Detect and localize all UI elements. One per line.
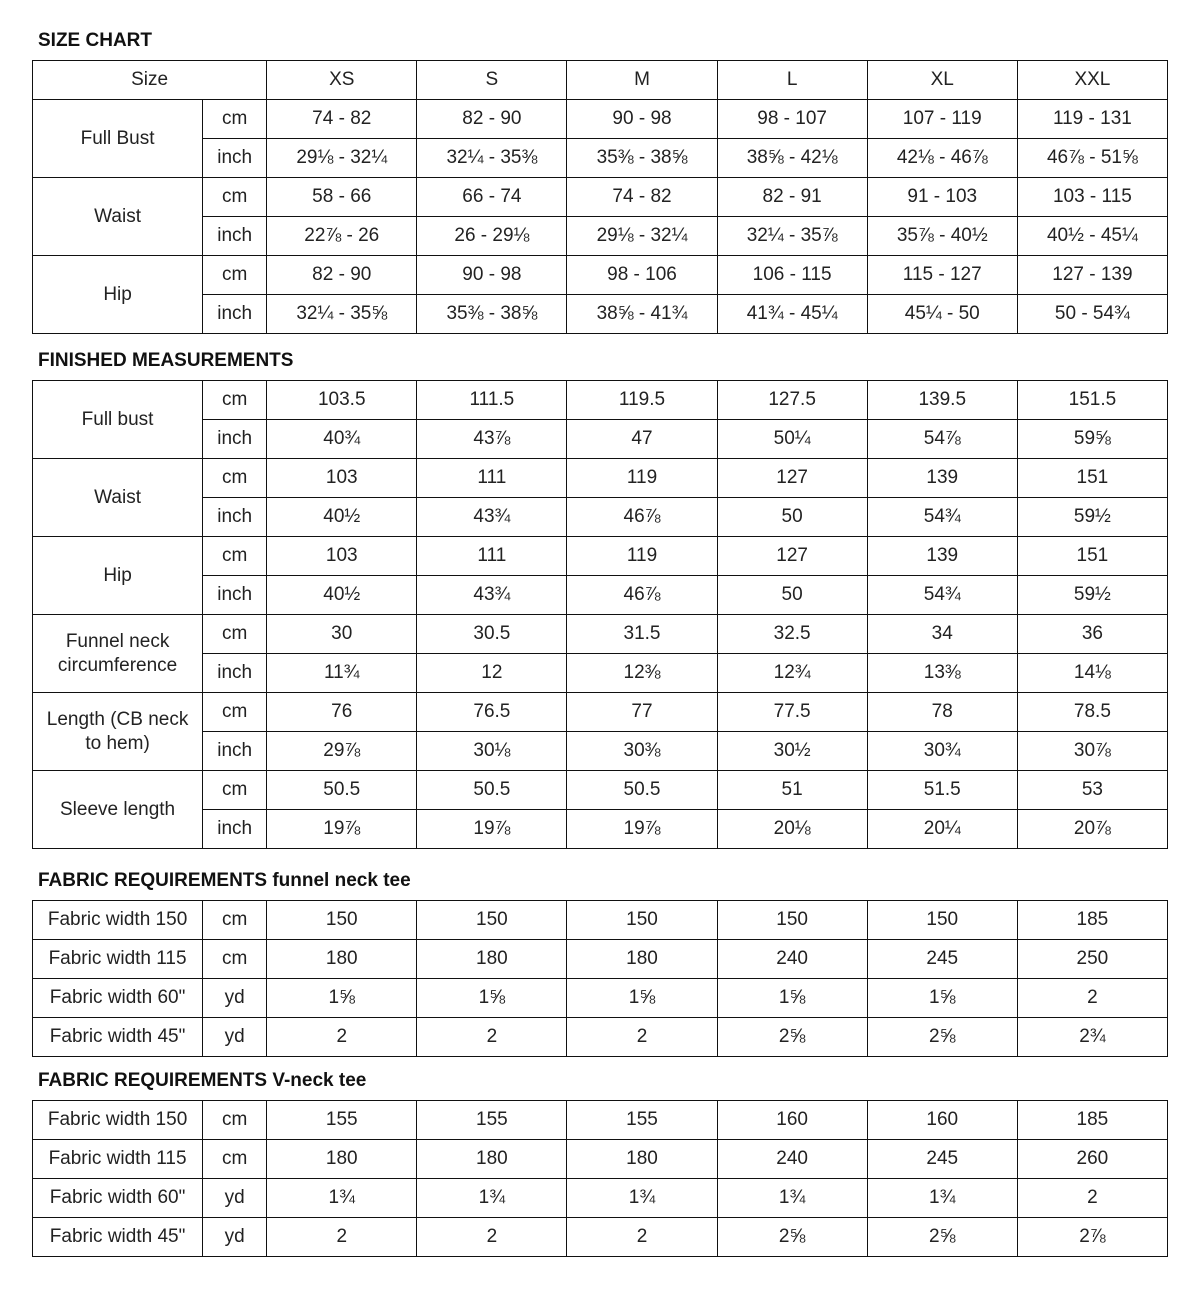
unit-label: cm	[203, 537, 267, 576]
unit-label: yd	[203, 1179, 267, 1218]
value-cell: 119	[567, 459, 717, 498]
unit-label: cm	[203, 1140, 267, 1179]
table-row	[33, 615, 1168, 654]
table-row	[33, 459, 1168, 498]
row-label: Waist	[33, 459, 203, 537]
value-cell: 127 - 139	[1017, 256, 1167, 295]
value-cell: 2	[1017, 1179, 1167, 1218]
value-cell: 40½	[267, 576, 417, 615]
value-cell: 32¼ - 35⅝	[267, 295, 417, 334]
value-cell: 103	[267, 459, 417, 498]
table-row	[33, 139, 1168, 178]
value-cell: 35⅞ - 40½	[867, 217, 1017, 256]
value-cell: 12¾	[717, 654, 867, 693]
value-cell: 19⅞	[567, 810, 717, 849]
value-cell: 1⅝	[567, 979, 717, 1018]
value-cell: 40½	[267, 498, 417, 537]
section-title-fabric-vneck: FABRIC REQUIREMENTS V-neck tee	[38, 1070, 367, 1091]
value-cell: 2⅝	[717, 1018, 867, 1057]
table-row	[33, 420, 1168, 459]
value-cell: 151.5	[1017, 381, 1167, 420]
value-cell: 90 - 98	[417, 256, 567, 295]
value-cell: 180	[417, 1140, 567, 1179]
value-cell: 36	[1017, 615, 1167, 654]
table-row	[33, 940, 1168, 979]
value-cell: 90 - 98	[567, 100, 717, 139]
value-cell: 20⅞	[1017, 810, 1167, 849]
unit-label: cm	[203, 693, 267, 732]
size-header-4: XL	[867, 61, 1017, 100]
value-cell: 19⅞	[417, 810, 567, 849]
value-cell: 42⅛ - 46⅞	[867, 139, 1017, 178]
table-row	[33, 178, 1168, 217]
table-row	[33, 979, 1168, 1018]
value-cell: 32¼ - 35⅜	[417, 139, 567, 178]
value-cell: 46⅞	[567, 576, 717, 615]
table-row	[33, 295, 1168, 334]
fabric-width-label: Fabric width 60"	[33, 1179, 203, 1218]
value-cell: 180	[567, 1140, 717, 1179]
value-cell: 77.5	[717, 693, 867, 732]
value-cell: 38⅝ - 41¾	[567, 295, 717, 334]
unit-label: cm	[203, 459, 267, 498]
value-cell: 103.5	[267, 381, 417, 420]
value-cell: 50	[717, 576, 867, 615]
value-cell: 38⅝ - 42⅛	[717, 139, 867, 178]
unit-label: cm	[203, 381, 267, 420]
unit-label: cm	[203, 178, 267, 217]
unit-label: cm	[203, 100, 267, 139]
size-header-3: L	[717, 61, 867, 100]
value-cell: 1¾	[417, 1179, 567, 1218]
value-cell: 180	[417, 940, 567, 979]
value-cell: 31.5	[567, 615, 717, 654]
unit-label: inch	[203, 217, 267, 256]
value-cell: 180	[567, 940, 717, 979]
value-cell: 98 - 107	[717, 100, 867, 139]
value-cell: 119.5	[567, 381, 717, 420]
value-cell: 53	[1017, 771, 1167, 810]
value-cell: 127	[717, 537, 867, 576]
value-cell: 2	[417, 1218, 567, 1257]
fabric-width-label: Fabric width 115	[33, 940, 203, 979]
table-row	[33, 1179, 1168, 1218]
table-row	[33, 537, 1168, 576]
value-cell: 2⅝	[867, 1218, 1017, 1257]
value-cell: 2¾	[1017, 1018, 1167, 1057]
value-cell: 43¾	[417, 576, 567, 615]
value-cell: 106 - 115	[717, 256, 867, 295]
value-cell: 35⅜ - 38⅝	[567, 139, 717, 178]
value-cell: 127	[717, 459, 867, 498]
table-row	[33, 498, 1168, 537]
fabric-vneck-table	[32, 1100, 1168, 1257]
value-cell: 46⅞ - 51⅝	[1017, 139, 1167, 178]
value-cell: 111	[417, 459, 567, 498]
value-cell: 32.5	[717, 615, 867, 654]
value-cell: 50.5	[567, 771, 717, 810]
value-cell: 45¼ - 50	[867, 295, 1017, 334]
table-row	[33, 1218, 1168, 1257]
value-cell: 11¾	[267, 654, 417, 693]
fabric-funnel-table	[32, 900, 1168, 1057]
value-cell: 98 - 106	[567, 256, 717, 295]
row-label: Sleeve length	[33, 771, 203, 849]
value-cell: 180	[267, 1140, 417, 1179]
value-cell: 2	[267, 1218, 417, 1257]
value-cell: 111.5	[417, 381, 567, 420]
table-row	[33, 576, 1168, 615]
value-cell: 185	[1017, 901, 1167, 940]
unit-label: inch	[203, 498, 267, 537]
value-cell: 12	[417, 654, 567, 693]
value-cell: 43¾	[417, 498, 567, 537]
size-chart-table	[32, 60, 1168, 334]
value-cell: 150	[567, 901, 717, 940]
value-cell: 59½	[1017, 576, 1167, 615]
value-cell: 150	[267, 901, 417, 940]
value-cell: 2	[1017, 979, 1167, 1018]
value-cell: 82 - 91	[717, 178, 867, 217]
value-cell: 50.5	[267, 771, 417, 810]
row-label: Length (CB neck to hem)	[33, 693, 203, 771]
value-cell: 180	[267, 940, 417, 979]
value-cell: 155	[267, 1101, 417, 1140]
value-cell: 250	[1017, 940, 1167, 979]
value-cell: 150	[867, 901, 1017, 940]
value-cell: 46⅞	[567, 498, 717, 537]
value-cell: 185	[1017, 1101, 1167, 1140]
value-cell: 1⅝	[267, 979, 417, 1018]
row-label: Hip	[33, 256, 203, 334]
value-cell: 29⅛ - 32¼	[567, 217, 717, 256]
value-cell: 78	[867, 693, 1017, 732]
value-cell: 14⅛	[1017, 654, 1167, 693]
size-header-row	[33, 61, 1168, 100]
value-cell: 30⅛	[417, 732, 567, 771]
value-cell: 29⅞	[267, 732, 417, 771]
value-cell: 2⅝	[867, 1018, 1017, 1057]
value-cell: 41¾ - 45¼	[717, 295, 867, 334]
value-cell: 54¾	[867, 498, 1017, 537]
table-row	[33, 732, 1168, 771]
value-cell: 30.5	[417, 615, 567, 654]
value-cell: 74 - 82	[567, 178, 717, 217]
table-row	[33, 256, 1168, 295]
unit-label: cm	[203, 771, 267, 810]
table-row	[33, 901, 1168, 940]
value-cell: 2	[567, 1218, 717, 1257]
value-cell: 76.5	[417, 693, 567, 732]
value-cell: 139.5	[867, 381, 1017, 420]
table-row	[33, 654, 1168, 693]
unit-label: inch	[203, 654, 267, 693]
row-label: Hip	[33, 537, 203, 615]
value-cell: 155	[417, 1101, 567, 1140]
finished-measurements-table	[32, 380, 1168, 849]
value-cell: 34	[867, 615, 1017, 654]
size-header-label: Size	[33, 61, 267, 100]
value-cell: 103	[267, 537, 417, 576]
value-cell: 54¾	[867, 576, 1017, 615]
value-cell: 47	[567, 420, 717, 459]
value-cell: 30½	[717, 732, 867, 771]
value-cell: 119	[567, 537, 717, 576]
value-cell: 1¾	[867, 1179, 1017, 1218]
value-cell: 32¼ - 35⅞	[717, 217, 867, 256]
unit-label: cm	[203, 940, 267, 979]
table-row	[33, 1140, 1168, 1179]
unit-label: cm	[203, 615, 267, 654]
table-row	[33, 1101, 1168, 1140]
value-cell: 160	[717, 1101, 867, 1140]
value-cell: 160	[867, 1101, 1017, 1140]
value-cell: 30⅞	[1017, 732, 1167, 771]
value-cell: 20¼	[867, 810, 1017, 849]
unit-label: cm	[203, 901, 267, 940]
value-cell: 50.5	[417, 771, 567, 810]
unit-label: yd	[203, 979, 267, 1018]
value-cell: 245	[867, 1140, 1017, 1179]
value-cell: 35⅜ - 38⅝	[417, 295, 567, 334]
value-cell: 111	[417, 537, 567, 576]
value-cell: 59⅝	[1017, 420, 1167, 459]
value-cell: 78.5	[1017, 693, 1167, 732]
value-cell: 59½	[1017, 498, 1167, 537]
value-cell: 82 - 90	[267, 256, 417, 295]
value-cell: 139	[867, 459, 1017, 498]
value-cell: 76	[267, 693, 417, 732]
value-cell: 29⅛ - 32¼	[267, 139, 417, 178]
value-cell: 91 - 103	[867, 178, 1017, 217]
value-cell: 1¾	[267, 1179, 417, 1218]
section-title-finished-measurements: FINISHED MEASUREMENTS	[38, 350, 294, 371]
value-cell: 74 - 82	[267, 100, 417, 139]
value-cell: 2⅝	[717, 1218, 867, 1257]
table-row	[33, 693, 1168, 732]
value-cell: 2	[567, 1018, 717, 1057]
value-cell: 20⅛	[717, 810, 867, 849]
table-row	[33, 1018, 1168, 1057]
fabric-width-label: Fabric width 115	[33, 1140, 203, 1179]
value-cell: 50	[717, 498, 867, 537]
unit-label: inch	[203, 139, 267, 178]
table-row	[33, 381, 1168, 420]
value-cell: 26 - 29⅛	[417, 217, 567, 256]
unit-label: inch	[203, 732, 267, 771]
unit-label: inch	[203, 810, 267, 849]
value-cell: 151	[1017, 537, 1167, 576]
table-row	[33, 217, 1168, 256]
section-title-size-chart: SIZE CHART	[38, 30, 152, 51]
value-cell: 2	[267, 1018, 417, 1057]
value-cell: 240	[717, 1140, 867, 1179]
value-cell: 2⅞	[1017, 1218, 1167, 1257]
value-cell: 22⅞ - 26	[267, 217, 417, 256]
unit-label: yd	[203, 1018, 267, 1057]
size-header-2: M	[567, 61, 717, 100]
value-cell: 1¾	[567, 1179, 717, 1218]
value-cell: 155	[567, 1101, 717, 1140]
value-cell: 2	[417, 1018, 567, 1057]
value-cell: 1⅝	[717, 979, 867, 1018]
value-cell: 119 - 131	[1017, 100, 1167, 139]
value-cell: 127.5	[717, 381, 867, 420]
unit-label: yd	[203, 1218, 267, 1257]
unit-label: cm	[203, 1101, 267, 1140]
row-label: Full Bust	[33, 100, 203, 178]
value-cell: 150	[417, 901, 567, 940]
value-cell: 240	[717, 940, 867, 979]
unit-label: cm	[203, 256, 267, 295]
value-cell: 115 - 127	[867, 256, 1017, 295]
value-cell: 30¾	[867, 732, 1017, 771]
table-row	[33, 100, 1168, 139]
value-cell: 50¼	[717, 420, 867, 459]
value-cell: 51.5	[867, 771, 1017, 810]
fabric-width-label: Fabric width 150	[33, 901, 203, 940]
value-cell: 66 - 74	[417, 178, 567, 217]
fabric-width-label: Fabric width 45"	[33, 1018, 203, 1057]
table-row	[33, 810, 1168, 849]
row-label: Waist	[33, 178, 203, 256]
value-cell: 107 - 119	[867, 100, 1017, 139]
fabric-width-label: Fabric width 60"	[33, 979, 203, 1018]
value-cell: 12⅜	[567, 654, 717, 693]
value-cell: 51	[717, 771, 867, 810]
value-cell: 1¾	[717, 1179, 867, 1218]
value-cell: 43⅞	[417, 420, 567, 459]
value-cell: 139	[867, 537, 1017, 576]
value-cell: 1⅝	[417, 979, 567, 1018]
value-cell: 50 - 54¾	[1017, 295, 1167, 334]
value-cell: 1⅝	[867, 979, 1017, 1018]
fabric-width-label: Fabric width 45"	[33, 1218, 203, 1257]
value-cell: 82 - 90	[417, 100, 567, 139]
value-cell: 151	[1017, 459, 1167, 498]
value-cell: 13⅜	[867, 654, 1017, 693]
size-header-1: S	[417, 61, 567, 100]
unit-label: inch	[203, 576, 267, 615]
value-cell: 30	[267, 615, 417, 654]
value-cell: 54⅞	[867, 420, 1017, 459]
value-cell: 77	[567, 693, 717, 732]
value-cell: 150	[717, 901, 867, 940]
value-cell: 40¾	[267, 420, 417, 459]
size-header-5: XXL	[1017, 61, 1167, 100]
unit-label: inch	[203, 420, 267, 459]
row-label: Funnel neck circumference	[33, 615, 203, 693]
table-row	[33, 771, 1168, 810]
section-title-fabric-funnel: FABRIC REQUIREMENTS funnel neck tee	[38, 870, 411, 891]
value-cell: 245	[867, 940, 1017, 979]
value-cell: 40½ - 45¼	[1017, 217, 1167, 256]
row-label: Full bust	[33, 381, 203, 459]
value-cell: 58 - 66	[267, 178, 417, 217]
value-cell: 19⅞	[267, 810, 417, 849]
value-cell: 260	[1017, 1140, 1167, 1179]
unit-label: inch	[203, 295, 267, 334]
fabric-width-label: Fabric width 150	[33, 1101, 203, 1140]
size-header-0: XS	[267, 61, 417, 100]
value-cell: 30⅜	[567, 732, 717, 771]
value-cell: 103 - 115	[1017, 178, 1167, 217]
